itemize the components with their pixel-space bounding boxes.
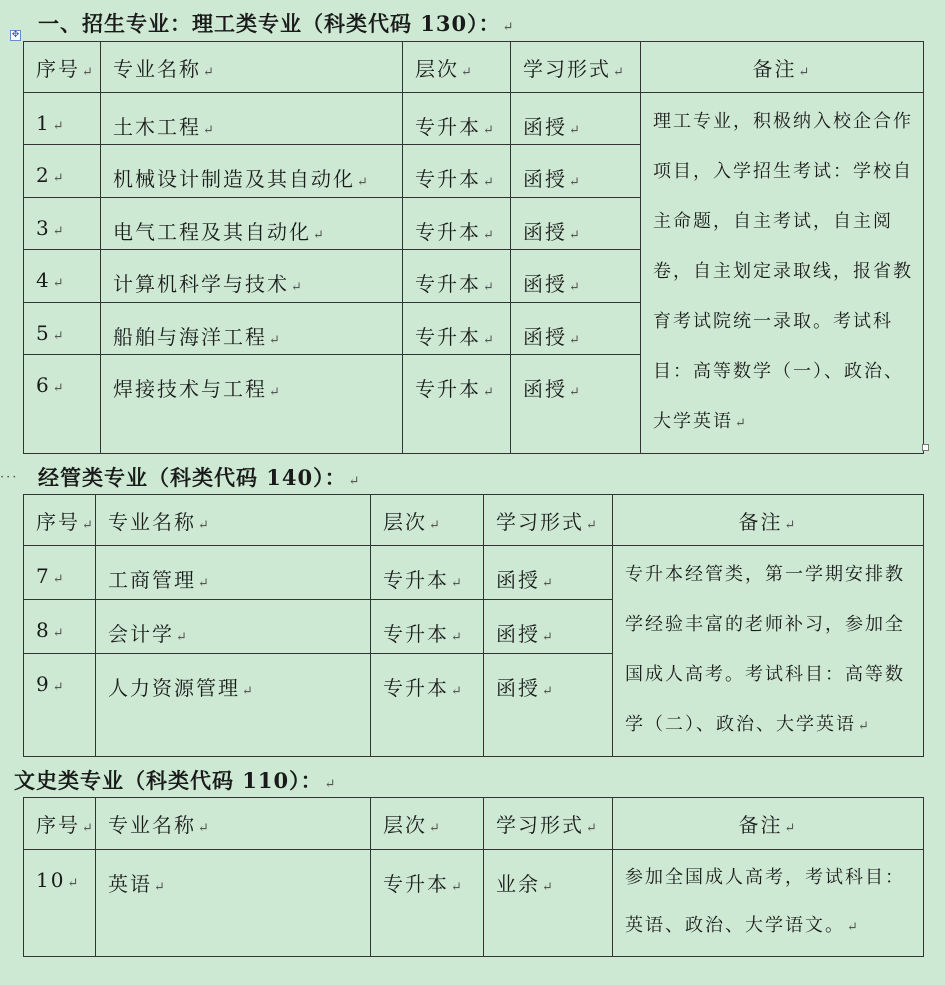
- row-number: 10 ↵: [24, 850, 96, 957]
- level: 专升本 ↵: [403, 197, 511, 249]
- table-resize-handle[interactable]: [922, 444, 929, 451]
- column-header: 层次 ↵: [403, 42, 511, 93]
- study-mode: 函授 ↵: [511, 197, 641, 249]
- column-header: 层次 ↵: [371, 798, 484, 850]
- remark-cell: 理工专业，积极纳入校企合作项目，入学招生考试：学校自主命题，自主考试，自主阅卷，自主划定录取线，报省教育考试院统一录取。考试科目：高等数学（一）、政治、大学英语 ↵: [641, 93, 924, 454]
- major-name: 工商管理 ↵: [96, 546, 371, 600]
- section-heading-1: 一、招生专业：理工类专业（科类代码 130）： ↵: [38, 11, 515, 36]
- study-mode: 函授 ↵: [484, 599, 613, 653]
- row-number: 5 ↵: [24, 302, 101, 354]
- paragraph-marks: ···: [0, 470, 19, 485]
- major-name: 机械设计制造及其自动化 ↵: [101, 145, 403, 197]
- row-number: 4 ↵: [24, 250, 101, 302]
- row-number: 6 ↵: [24, 355, 101, 454]
- table-move-handle[interactable]: ✥: [11, 30, 20, 40]
- major-name: 人力资源管理 ↵: [96, 653, 371, 756]
- level: 专升本 ↵: [403, 302, 511, 354]
- level: 专升本 ↵: [371, 599, 484, 653]
- study-mode: 业余 ↵: [484, 850, 613, 957]
- section-table-2: [23, 494, 924, 757]
- column-header: 学习形式 ↵: [484, 798, 613, 850]
- column-header: 备注 ↵: [641, 42, 924, 93]
- level: 专升本 ↵: [403, 145, 511, 197]
- table-row: [24, 93, 924, 145]
- column-header: 层次 ↵: [371, 495, 484, 546]
- major-name: 土木工程 ↵: [101, 93, 403, 145]
- study-mode: 函授 ↵: [511, 250, 641, 302]
- section-heading-3: 文史类专业（科类代码 110）： ↵: [14, 768, 337, 793]
- major-name: 船舶与海洋工程 ↵: [101, 302, 403, 354]
- row-number: 9 ↵: [24, 653, 96, 756]
- major-name: 焊接技术与工程 ↵: [101, 355, 403, 454]
- level: 专升本 ↵: [403, 355, 511, 454]
- major-name: 电气工程及其自动化 ↵: [101, 197, 403, 249]
- column-header: 序号 ↵: [24, 798, 96, 850]
- column-header: 专业名称 ↵: [96, 495, 371, 546]
- column-header: 序号 ↵: [24, 495, 96, 546]
- major-name: 计算机科学与技术 ↵: [101, 250, 403, 302]
- section-heading-2: 经管类专业（科类代码 140）： ↵: [38, 465, 361, 490]
- level: 专升本 ↵: [371, 653, 484, 756]
- study-mode: 函授 ↵: [511, 302, 641, 354]
- remark-cell: 参加全国成人高考，考试科目：英语、政治、大学语文。 ↵: [613, 850, 924, 957]
- row-number: 1 ↵: [24, 93, 101, 145]
- column-header: 学习形式 ↵: [484, 495, 613, 546]
- level: 专升本 ↵: [403, 250, 511, 302]
- column-header: 备注 ↵: [613, 798, 924, 850]
- study-mode: 函授 ↵: [511, 355, 641, 454]
- section-table-3: [23, 797, 924, 957]
- section-table-1: [23, 41, 924, 454]
- study-mode: 函授 ↵: [484, 546, 613, 600]
- remark-cell: 专升本经管类，第一学期安排教学经验丰富的老师补习，参加全国成人高考。考试科目：高等数学（二）、政治、大学英语 ↵: [613, 546, 924, 757]
- table-row: [24, 546, 924, 600]
- row-number: 7 ↵: [24, 546, 96, 600]
- major-name: 英语 ↵: [96, 850, 371, 957]
- row-number: 2 ↵: [24, 145, 101, 197]
- major-name: 会计学 ↵: [96, 599, 371, 653]
- column-header: 专业名称 ↵: [101, 42, 403, 93]
- row-number: 3 ↵: [24, 197, 101, 249]
- column-header: 序号 ↵: [24, 42, 101, 93]
- study-mode: 函授 ↵: [484, 653, 613, 756]
- column-header: 学习形式 ↵: [511, 42, 641, 93]
- study-mode: 函授 ↵: [511, 145, 641, 197]
- column-header: 专业名称 ↵: [96, 798, 371, 850]
- level: 专升本 ↵: [371, 546, 484, 600]
- level: 专升本 ↵: [371, 850, 484, 957]
- table-row: [24, 850, 924, 957]
- column-header: 备注 ↵: [613, 495, 924, 546]
- level: 专升本 ↵: [403, 93, 511, 145]
- study-mode: 函授 ↵: [511, 93, 641, 145]
- row-number: 8 ↵: [24, 599, 96, 653]
